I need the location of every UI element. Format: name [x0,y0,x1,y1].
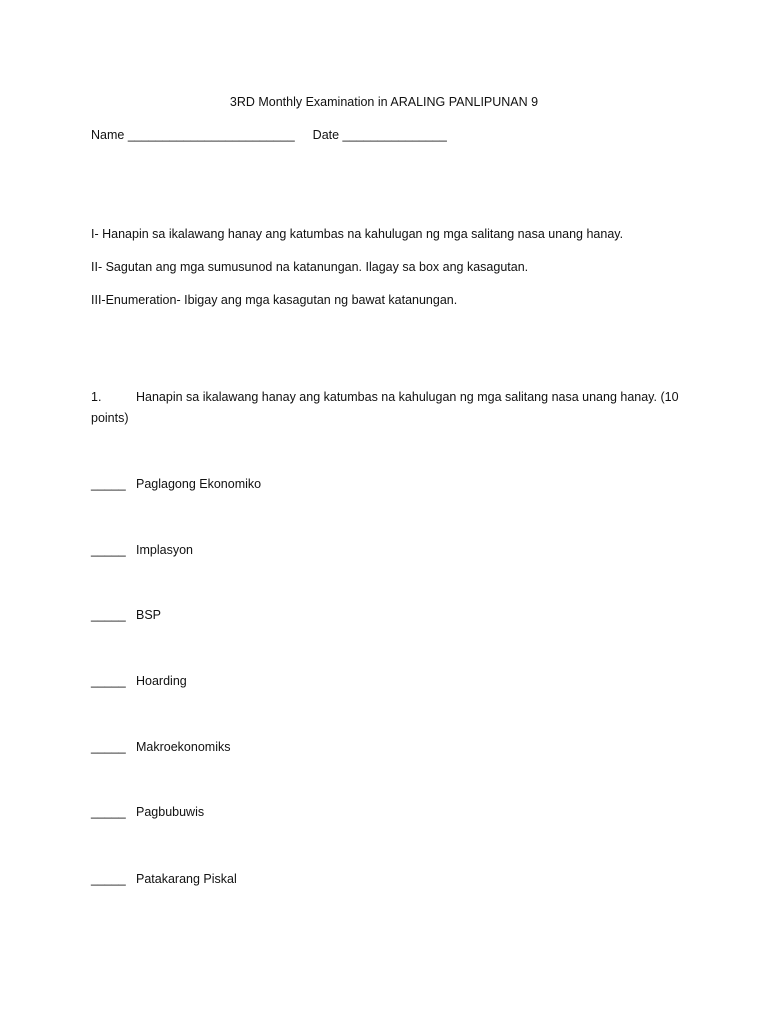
matching-item [91,608,161,622]
matching-item [91,740,230,754]
matching-item [91,674,187,688]
matching-item [91,477,261,491]
item-term: Paglagong Ekonomiko [136,477,262,491]
answer-blank: _____ [91,543,126,557]
date-field: Date _______________ [312,128,447,142]
answer-blank: _____ [91,805,126,819]
question-number: 1. [91,390,102,404]
answer-blank: _____ [91,477,126,491]
item-term: Implasyon [136,543,193,557]
question-text-continued: points) [91,411,129,425]
exam-title: 3RD Monthly Examination in ARALING PANLIPUNAN 9 [229,95,539,109]
matching-item [91,805,204,819]
answer-blank: _____ [91,740,126,754]
instruction-2: II- Sagutan ang mga sumusunod na katanungan. Ilagay sa box ang kasagutan. [91,260,529,274]
instruction-3: III-Enumeration- Ibigay ang mga kasagutan ng bawat katanungan. [91,293,458,307]
answer-blank: _____ [91,872,126,886]
item-term: Patakarang Piskal [136,872,237,886]
matching-item [91,543,193,557]
name-date-line [91,128,447,142]
item-term: Hoarding [136,674,187,688]
answer-blank: _____ [91,608,126,622]
instruction-1: I- Hanapin sa ikalawang hanay ang katumbas na kahulugan ng mga salitang nasa unang hanay. [91,227,624,241]
item-term: Makroekonomiks [136,740,231,754]
name-field: Name ________________________ [91,128,295,142]
item-term: Pagbubuwis [136,805,205,819]
matching-item [91,872,237,886]
answer-blank: _____ [91,674,126,688]
item-term: BSP [136,608,162,622]
question-text: Hanapin sa ikalawang hanay ang katumbas na kahulugan ng mga salitang nasa unang hanay. (10 [136,390,679,404]
